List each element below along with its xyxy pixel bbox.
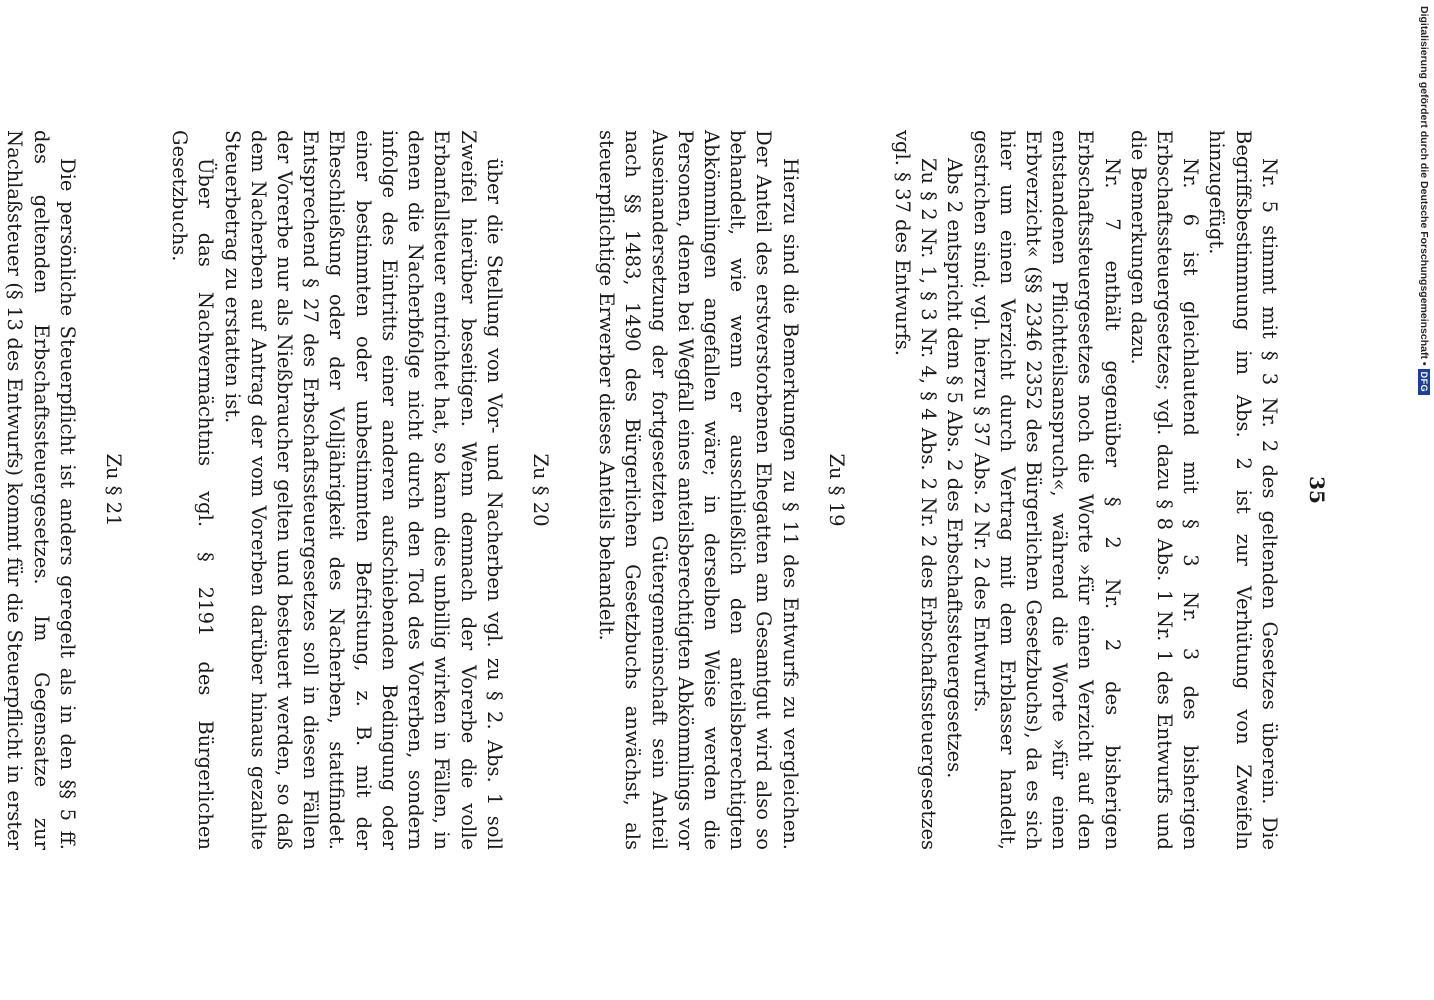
paragraph: Hierzu sind die Bemerkungen zu § 11 des Entwurfs zu vergleichen. Der Anteil des erstverstorbenen Ehegatten am Gesamtgut wird also so behandelt, wie wenn er ausschließlich den anteilsberechtigten Abkömmlingen angefallen wäre; in derselben Weise werden die Personen, denen bei Wegfall eines anteilsberechtigten Abkömmlings vor Auseinandersetzung der fortgesetzten Gütergemeinschaft sein Anteil nach §§ 1483, 1490 des Bürgerlichen Gesetzbuchs anwächst, als steuerpflichtige Erwerber dieses Anteils behandelt. — [595, 130, 802, 850]
paragraph: Die persönliche Steuerpflicht ist anders geregelt als in den §§ 5 ff. des geltenden Erbschaftssteuergesetzes. Im Gegensatze zur Nachlaßsteuer (§ 13 des Entwurfs) kommt für die Steuerpflicht in erster — [3, 130, 79, 850]
section-21 — [0, 130, 126, 850]
section-19 — [593, 130, 849, 850]
digitization-credit-text: Digitalisierung gefördert durch die Deutsche Forschungsgemeinschaft • — [1418, 6, 1430, 366]
paragraph: Über das Nachvermächtnis vgl. § 2191 des Bürgerlichen Gesetzbuchs. — [168, 130, 218, 850]
rotated-page-content — [3, 130, 1330, 850]
paragraph: Nr. 7 enthält gegenüber § 2 Nr. 2 des bisherigen Erbschaftssteuergesetzes noch die Worte »für einen Verzicht auf den entstandenen Pflichtteilsanspruch«, während die Worte »für einen Erbverzicht« (§§ 2346 2352 des Bürgerlichen Gesetzbuchs), da es sich hier um einen Verzicht durch Vertrag mit dem Erblasser handelt, gestrichen sind; vgl. hierzu § 37 Abs. 2 Nr. 2 des Entwurfs. — [969, 130, 1124, 850]
intro-section — [889, 130, 1282, 850]
section-heading: Zu § 19 — [824, 453, 848, 527]
paragraph: Zu § 2 Nr. 1, § 3 Nr. 4, § 4 Abs. 2 Nr. 2 des Erbschaftssteuergesetzes vgl. § 37 des Entwurfs. — [890, 130, 941, 850]
paragraph: Nr. 6 ist gleichlautend mit § 3 Nr. 3 des bisherigen Erbschaftssteuergesetzes; vgl. dazu § 8 Abs. 1 Nr. 1 des Entwurfs und die Bemerkungen dazu. — [1126, 130, 1203, 850]
section-heading: Zu § 20 — [528, 453, 552, 527]
section-heading: Zu § 21 — [102, 453, 126, 527]
page-number: 35 — [1305, 476, 1329, 504]
digitization-credit — [1414, 6, 1434, 396]
paragraph: über die Stellung von Vor- und Nacherben vgl. zu § 2. Abs. 1 soll Zweifel hierüber beseitigen. Wenn demnach der Vorerbe die volle Erbanfallsteuer entrichtet hat, so kann dies unbillig wirken in Fällen, in denen die Nacherbfolge nicht durch den Tod des Vorerben, sondern infolge des Eintritts einer anderen aufschiebenden Bedingung oder einer bestimmten oder unbestimmten Befristung, z. B. mit der Eheschließung oder der Volljährigkeit des Nacherben, stattfindet. Entsprechend § 27 des Erbschaftssteuergesetzes soll in diesen Fällen der Vorerbe nur als Nießbraucher gelten und besteuert werden, so daß dem Nacherben auf Antrag der vom Vorerben darüber hinaus gezahlte Steuerbetrag zu erstatten ist. — [220, 130, 506, 850]
paragraph: Nr. 5 stimmt mit § 3 Nr. 2 des geltenden Gesetzes überein. Die Begriffsbestimmung im Abs. 2 ist zur Verhütung von Zweifeln hinzugefügt. — [1205, 130, 1281, 850]
section-20 — [166, 130, 553, 850]
dfg-logo: DFG — [1418, 369, 1430, 396]
paragraph: Abs 2 entspricht dem § 5 Abs. 2 des Erbschaftssteuergesetzes. — [943, 158, 967, 779]
